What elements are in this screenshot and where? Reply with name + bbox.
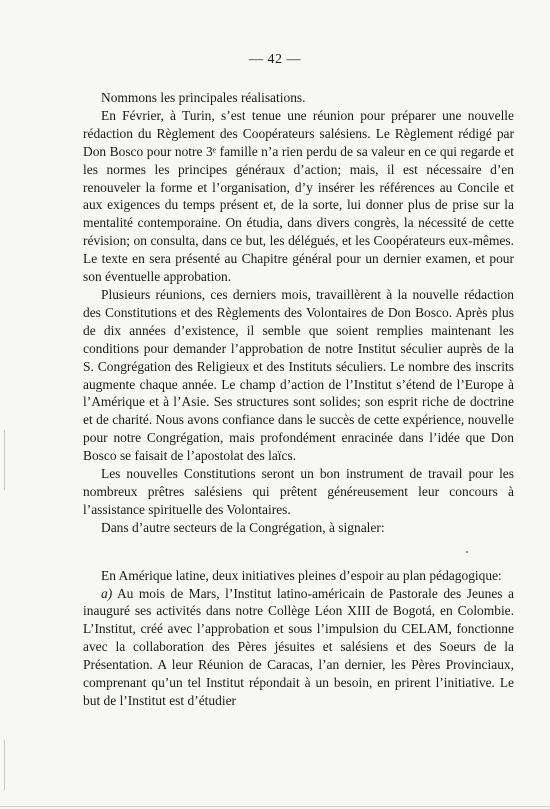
paragraph: Plusieurs réunions, ces derniers mois, travaillèrent à la nouvelle rédaction des Constitutions et des Règlements des Volontaires de Don Bosco. Après plus de dix années d’existence, il semble que soient remplies maintenant les conditions pour demander l’approbation de notre Institut séculier auprès de la S. Congrégation des Religieux et des Instituts séculiers. Le nombre des inscrits augmente chaque année. Le champ d’action de l’Institut s’étend de l’Europe à l’Amérique et à l’Asie. Ses structures sont solides; son esprit riche de doctrine et de charité. Nous avons confiance dans le succès de cette expérience, nouvelle pour notre Congrégation, mais profondément enracinée dans l’idée que Don Bosco se faisait de l’apostolat des laïcs. <box>83 286 514 464</box>
body-text <box>83 89 514 710</box>
page-bottom-edge <box>0 806 550 807</box>
paragraph: En Février, à Turin, s’est tenue une réunion pour préparer une nouvelle rédaction du Règlement des Coopérateurs salésiens. Le Règlement rédigé par Don Bosco pour notre 3ᵉ famille n’a rien perdu de sa valeur en ce qui regarde et les normes les principes généraux d’action; mais, il est nécessaire d’en renouveler la forme et l’organisation, d’y insérer les références au Concile et aux exigences du temps présent et, de la sorte, lui donner plus de prise sur la mentalité contemporaine. On étudia, dans divers congrès, la nécessité de cette révision; on consulta, dans ce but, les délégués, et les Coopérateurs eux-mêmes. Le texte en sera présenté au Chapitre général pour un dernier examen, et pour son éventuelle approbation. <box>83 107 514 285</box>
margin-rule <box>4 430 5 490</box>
list-item <box>83 585 514 710</box>
item-text: Au mois de Mars, l’Institut latino-américain de Pastorale des Jeunes a inauguré ses activités dans notre Collège Léon XIII de Bogotá, en Colombie. L’Institut, créé avec l’approbation et sous l’impulsion du CELAM, fonctionne avec la collaboration des Pères jésuites et salésiens et des Soeurs de la Présentation. A leur Réunion de Caracas, l’an dernier, les Pères Provinciaux, comprenant qu’un tel Institut répondait à un besoin, en prirent l’initiative. Le but de l’Institut est d’étudier <box>83 585 514 708</box>
paragraph: En Amérique latine, deux initiatives pleines d’espoir au plan pédagogique: <box>101 567 502 583</box>
section-gap <box>83 537 514 567</box>
ink-speck <box>466 551 468 553</box>
paragraph: Nommons les principales réalisations. <box>101 90 306 105</box>
page-number: — 42 — <box>249 52 301 67</box>
paragraph: Les nouvelles Constitutions seront un bon instrument de travail pour les nombreux prêtres salésiens qui prêtent généreusement leur concours à l’assistance spirituelle des Volontaires. <box>83 466 514 517</box>
paragraph: Dans d’autre secteurs de la Congrégation, à signaler: <box>101 519 385 535</box>
margin-rule <box>4 740 5 790</box>
item-marker: a) <box>101 585 113 601</box>
